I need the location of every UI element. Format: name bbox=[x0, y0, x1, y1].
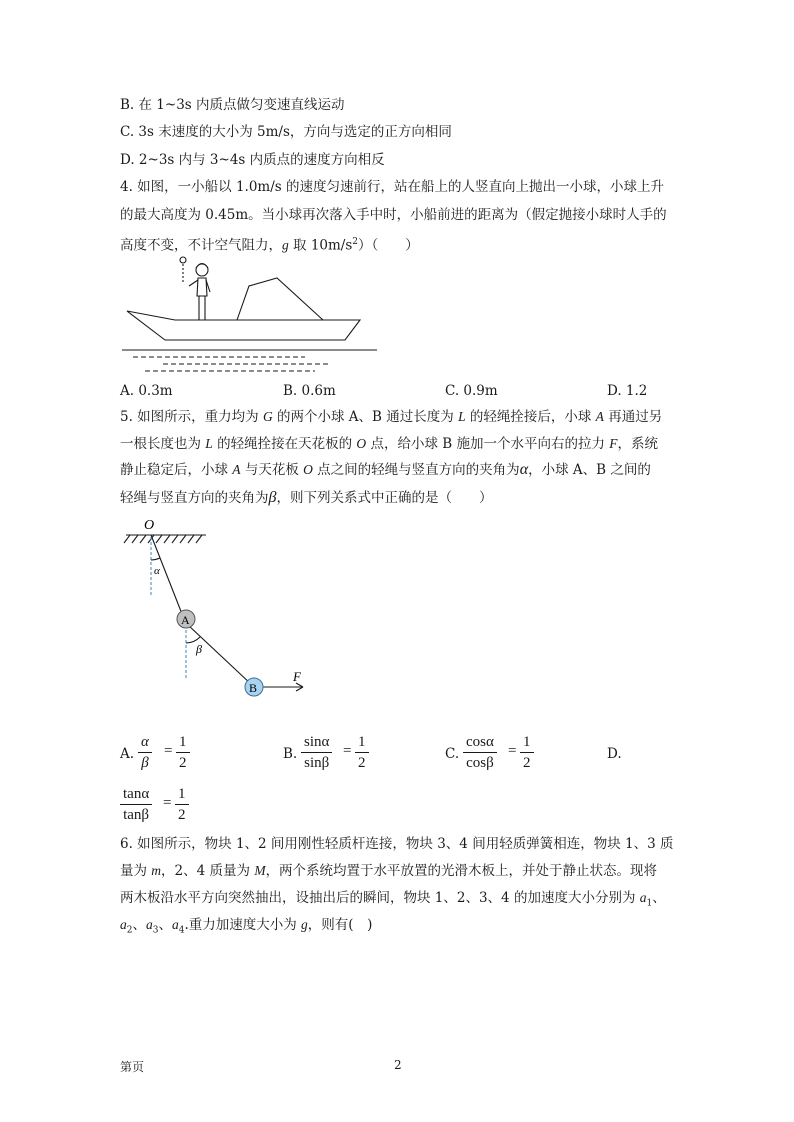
q5-option-c-eq: = bbox=[508, 743, 517, 759]
label-o: O bbox=[144, 518, 155, 533]
q6-line-2: 量为 m，2、4 质量为 M，两个系统均置于水平放置的光滑木板上，并处于静止状态。现将 bbox=[120, 863, 658, 879]
person-icon bbox=[189, 264, 210, 321]
q4-line-2: 的最大高度为 0.45m。当小球再次落入手中时，小船前进的距离为（假定抛接小球时人手的 bbox=[120, 207, 667, 223]
q4-line-3: 高度不变，不计空气阻力，g 取 $10m/s^2$）（ ） bbox=[120, 237, 419, 254]
q5-option-a-rhs: $\frac{1}{2}$ bbox=[176, 732, 190, 773]
label-f: F bbox=[293, 669, 301, 684]
q4-line-1: 4. 如图，一小船以 1.0m/s 的速度匀速前行，站在船上的人竖直向上抛出一小球，小球上升 bbox=[120, 179, 665, 195]
pendulum-figure bbox=[118, 515, 318, 700]
q5-option-b-eq: = bbox=[343, 743, 352, 759]
q4-option-c: C. 0.9m bbox=[445, 383, 498, 399]
q5-line-1: 5. 如图所示，重力均为 G 的两个小球 A、B 通过长度为 L 的轻绳拴接后，小球 A 再通过另 bbox=[120, 409, 663, 425]
q5-line-3: 静止稳定后，小球 A 与天花板 O 点之间的轻绳与竖直方向的夹角为α，小球 A、B 之间的 bbox=[120, 461, 651, 478]
q5-option-d-lhs: $\frac{\tan\alpha}{\tan\beta}$ bbox=[120, 784, 152, 825]
label-b: B bbox=[249, 681, 258, 695]
q4-option-d: D. 1.2 bbox=[607, 383, 648, 399]
q5-option-c-label: C. bbox=[445, 746, 460, 762]
q6-line-4: $a_2$、$a_3$、$a_4$.重力加速度大小为 g，则有( ) bbox=[120, 917, 373, 936]
q6-line-1: 6. 如图所示，物块 1、2 间用刚性轻质杆连接，物块 3、4 间用轻质弹簧相连，物块 1、3 质 bbox=[120, 836, 674, 852]
ball-icon bbox=[180, 257, 186, 263]
q5-option-d-label: D. bbox=[607, 746, 622, 762]
q4-option-a: A. 0.3m bbox=[120, 383, 173, 399]
q5-option-c-lhs: $\frac{\cos\alpha}{\cos\beta}$ bbox=[463, 732, 497, 773]
boat-figure bbox=[115, 256, 385, 378]
ceiling-hatch bbox=[124, 535, 202, 543]
q5-line-4: 轻绳与竖直方向的夹角为β，则下列关系式中正确的是（ ） bbox=[120, 489, 493, 506]
q3-option-b: B. 在 1~3s 内质点做匀变速直线运动 bbox=[120, 97, 345, 113]
q6-line-3: 两木板沿水平方向突然抽出，设抽出后的瞬间，物块 1、2、3、4 的加速度大小分别为 $a_1$、 bbox=[120, 890, 666, 909]
label-a: A bbox=[181, 613, 190, 627]
label-beta: β bbox=[196, 642, 202, 656]
q5-line-2: 一根长度也为 L 的轻绳拴接在天花板的 O 点，给小球 B 施加一个水平向右的拉力 F，系统 bbox=[120, 436, 658, 452]
q5-option-d-rhs: $\frac{1}{2}$ bbox=[175, 784, 189, 825]
q3-option-d: D. 2~3s 内与 3~4s 内质点的速度方向相反 bbox=[120, 152, 385, 168]
rope-oa bbox=[151, 535, 184, 619]
footer-label: 第页 bbox=[120, 1060, 145, 1074]
label-alpha: α bbox=[154, 565, 160, 577]
page-number: 2 bbox=[394, 1058, 402, 1072]
q4-option-b: B. 0.6m bbox=[283, 383, 336, 399]
q5-option-b-rhs: $\frac{1}{2}$ bbox=[355, 732, 369, 773]
q5-option-c-rhs: $\frac{1}{2}$ bbox=[520, 732, 534, 773]
q5-option-a-eq: = bbox=[164, 743, 173, 759]
q5-option-b-lhs: $\frac{\sin\alpha}{\sin\beta}$ bbox=[301, 732, 332, 773]
boat-hull bbox=[127, 311, 360, 340]
q5-option-b-label: B. bbox=[283, 746, 298, 762]
q5-option-a-lhs: $\frac{\alpha}{\beta}$ bbox=[138, 732, 152, 773]
q3-option-c: C. 3s 末速度的大小为 5m/s，方向与选定的正方向相同 bbox=[120, 124, 452, 140]
q5-option-a-label: A. bbox=[120, 746, 135, 762]
q5-option-d-eq: = bbox=[163, 795, 172, 811]
boat-cabin bbox=[237, 278, 323, 320]
